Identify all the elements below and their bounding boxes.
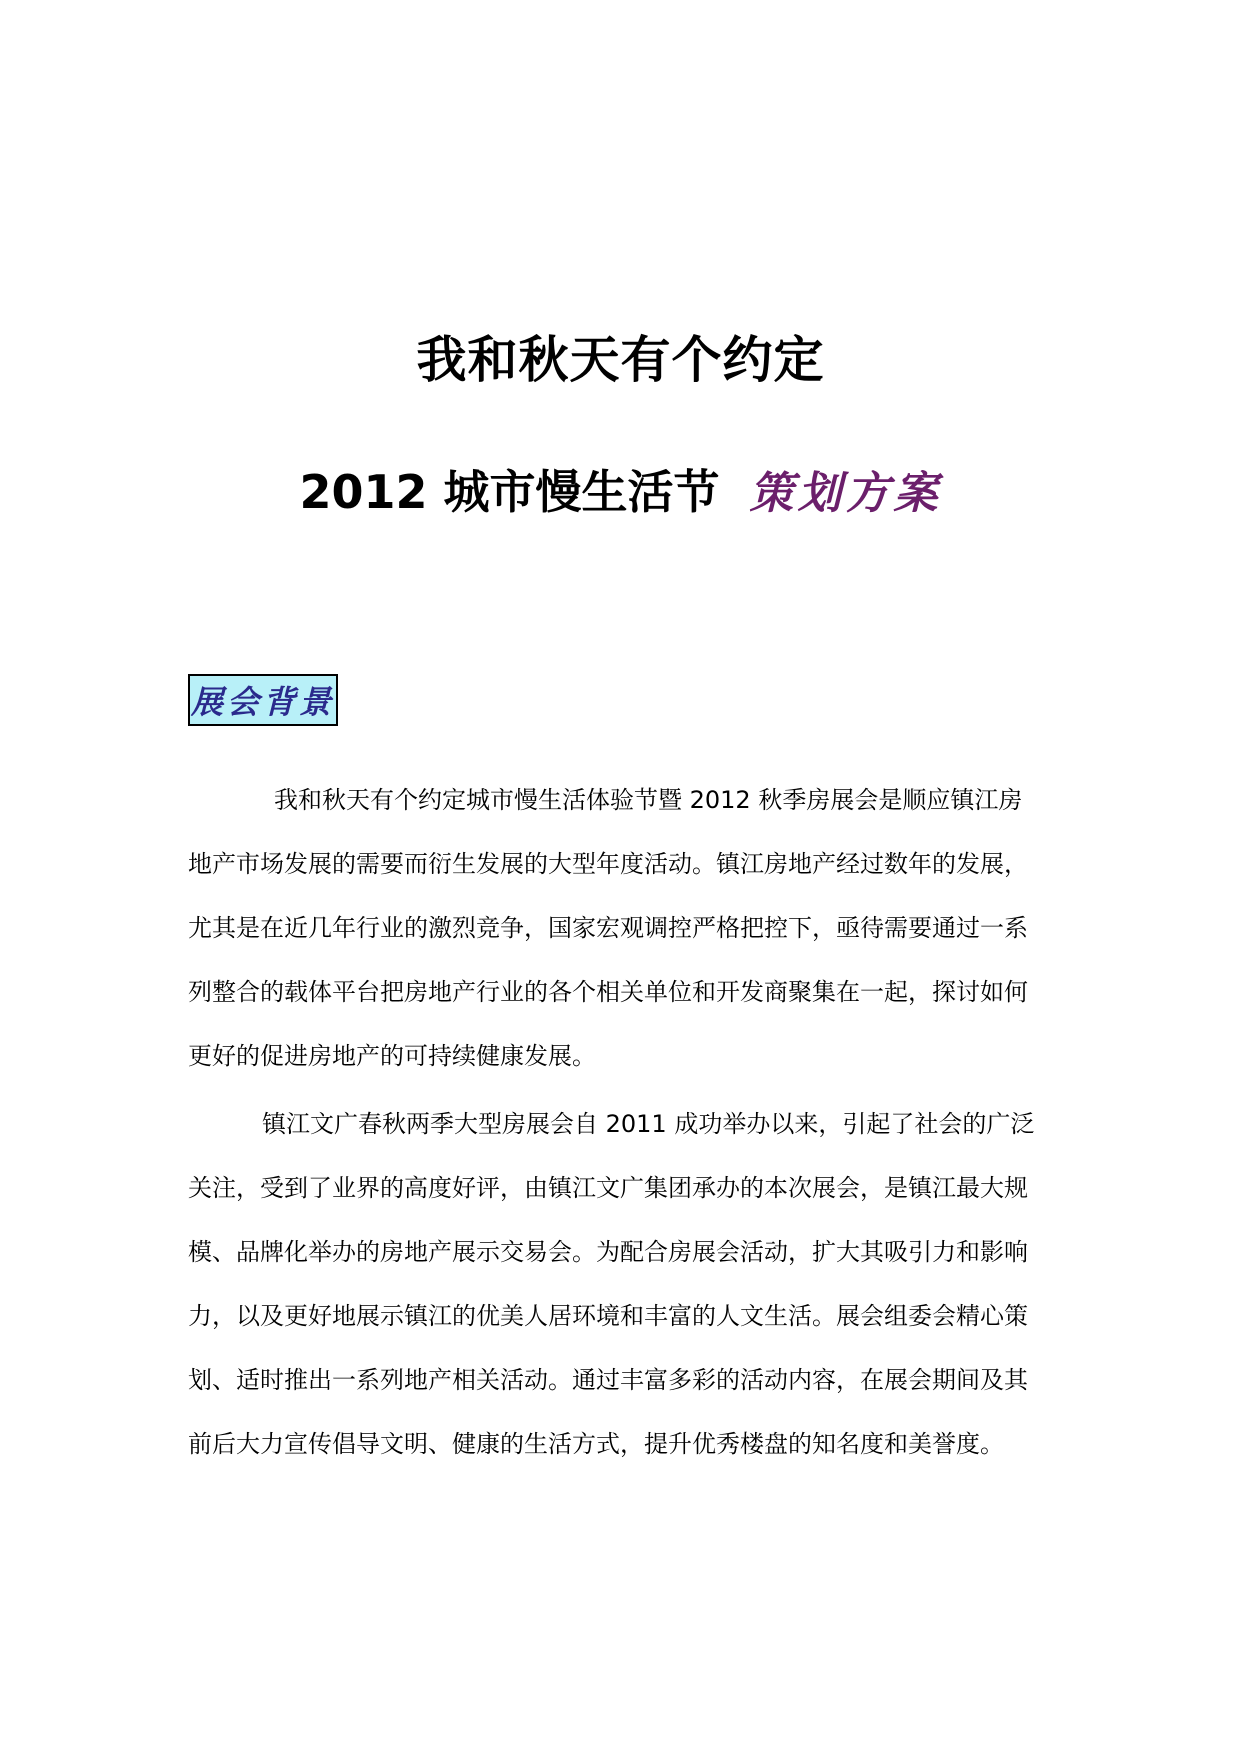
subtitle-main: 2012 城市慢生活节 [299, 465, 720, 519]
paragraph-line: 镇江文广春秋两季大型房展会自 2011 成功举办以来，引起了社会的广泛 [262, 1110, 1035, 1138]
document-subtitle [0, 462, 1241, 533]
paragraph-background-2 [188, 1092, 1063, 1476]
paragraph-line: 更好的促进房地产的可持续健康发展。 [188, 1042, 596, 1070]
section-heading: 展会背景 [190, 683, 335, 721]
paragraph-line: 力，以及更好地展示镇江的优美人居环境和丰富的人文生活。展会组委会精心策 [188, 1302, 1028, 1330]
section-heading-box [188, 674, 338, 726]
document-title: 我和秋天有个约定 [416, 331, 825, 389]
paragraph-line: 我和秋天有个约定城市慢生活体验节暨 2012 秋季房展会是顺应镇江房 [274, 786, 1023, 814]
paragraph-line: 模、品牌化举办的房地产展示交易会。为配合房展会活动，扩大其吸引力和影响 [188, 1238, 1028, 1266]
paragraph-line: 前后大力宣传倡导文明、健康的生活方式，提升优秀楼盘的知名度和美誉度。 [188, 1430, 1004, 1458]
paragraph-line: 划、适时推出一系列地产相关活动。通过丰富多彩的活动内容，在展会期间及其 [188, 1366, 1028, 1394]
paragraph-line: 列整合的载体平台把房地产行业的各个相关单位和开发商聚集在一起，探讨如何 [188, 978, 1028, 1006]
paragraph-line: 尤其是在近几年行业的激烈竞争，国家宏观调控严格把控下，亟待需要通过一系 [188, 914, 1028, 942]
paragraph-background-1 [188, 768, 1063, 1088]
paragraph-line: 地产市场发展的需要而衍生发展的大型年度活动。镇江房地产经过数年的发展， [188, 850, 1028, 878]
paragraph-line: 关注，受到了业界的高度好评，由镇江文广集团承办的本次展会，是镇江最大规 [188, 1174, 1028, 1202]
subtitle-accent: 策划方案 [749, 468, 942, 519]
